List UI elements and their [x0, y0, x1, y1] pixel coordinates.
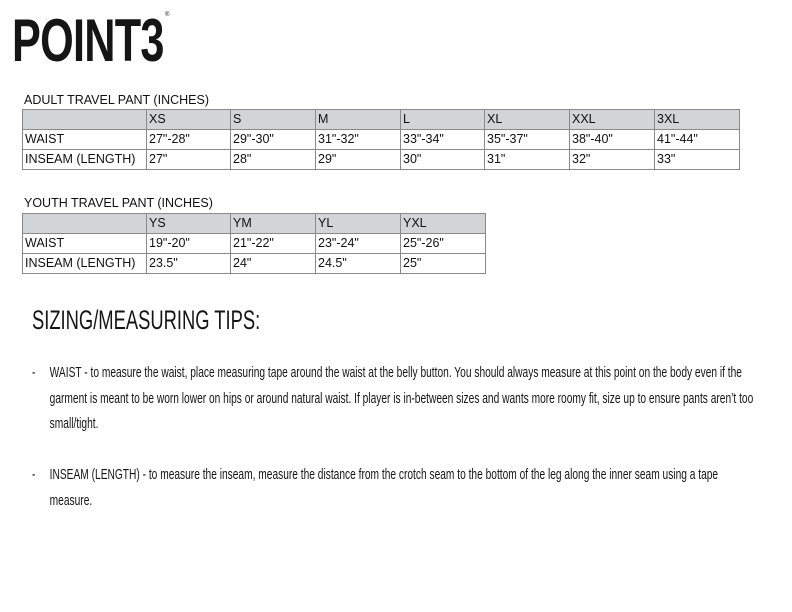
measurement-value-cell: 41"-44"	[655, 130, 740, 150]
size-header-cell: XXL	[570, 110, 655, 130]
size-header-cell: S	[231, 110, 316, 130]
table-header-row	[23, 214, 486, 234]
measurement-value-cell: 29"	[316, 150, 401, 170]
brand-logo	[12, 7, 223, 74]
table-row	[23, 254, 486, 274]
size-header-cell: YS	[147, 214, 231, 234]
header-corner-cell	[23, 214, 147, 234]
measurement-value-cell: 21"-22"	[231, 234, 316, 254]
tip-inseam-text: INSEAM (LENGTH) - to measure the inseam, measure the distance from the crotch seam to the bottom of the leg along the inner seam using a tape measure.	[49, 466, 719, 509]
tip-waist-text: WAIST - to measure the waist, place measuring tape around the waist at the belly button. You should always measure at this point on the body even if the garment is meant to be worn lower on hips or around natural waist. If player is in-between sizes and wants more roomy fit, size up to ensure pants aren’t too small/tight.	[49, 364, 754, 432]
measurement-value-cell: 24"	[231, 254, 316, 274]
measurement-value-cell: 32"	[570, 150, 655, 170]
measurement-value-cell: 27"-28"	[147, 130, 231, 150]
size-header-cell: 3XL	[655, 110, 740, 130]
measurement-label-cell: INSEAM (LENGTH)	[23, 254, 147, 274]
tip-waist	[32, 360, 763, 437]
measurement-value-cell: 33"	[655, 150, 740, 170]
size-header-cell: YXL	[401, 214, 486, 234]
size-header-cell: XS	[147, 110, 231, 130]
measurement-value-cell: 35"-37"	[485, 130, 570, 150]
measurement-value-cell: 19"-20"	[147, 234, 231, 254]
measurement-value-cell: 31"-32"	[316, 130, 401, 150]
logo-wordmark: POINT3	[12, 7, 164, 74]
size-header-cell: L	[401, 110, 485, 130]
registered-mark: ®	[165, 12, 170, 18]
size-header-cell: YL	[316, 214, 401, 234]
table-header-row	[23, 110, 740, 130]
measurement-label-cell: INSEAM (LENGTH)	[23, 150, 147, 170]
youth-size-table	[22, 213, 486, 274]
measurement-value-cell: 30"	[401, 150, 485, 170]
measurement-label-cell: WAIST	[23, 234, 147, 254]
size-header-cell: YM	[231, 214, 316, 234]
table-row	[23, 150, 740, 170]
measurement-value-cell: 23"-24"	[316, 234, 401, 254]
measurement-value-cell: 33"-34"	[401, 130, 485, 150]
header-corner-cell	[23, 110, 147, 130]
tips-heading: SIZING/MEASURING TIPS:	[32, 305, 261, 335]
tip-bullet: -	[32, 364, 36, 381]
measurement-value-cell: 38"-40"	[570, 130, 655, 150]
tip-bullet: -	[32, 466, 36, 483]
measurement-value-cell: 24.5"	[316, 254, 401, 274]
table-row	[23, 234, 486, 254]
measurement-value-cell: 31"	[485, 150, 570, 170]
measurement-label-cell: WAIST	[23, 130, 147, 150]
measurement-value-cell: 25"-26"	[401, 234, 486, 254]
youth-table-title: YOUTH TRAVEL PANT (INCHES)	[24, 196, 213, 210]
measurement-value-cell: 28"	[231, 150, 316, 170]
adult-table-title: ADULT TRAVEL PANT (INCHES)	[24, 93, 209, 107]
measurement-value-cell: 23.5"	[147, 254, 231, 274]
measurement-value-cell: 27"	[147, 150, 231, 170]
tip-inseam	[32, 462, 763, 513]
table-row	[23, 130, 740, 150]
measurement-value-cell: 29"-30"	[231, 130, 316, 150]
size-header-cell: M	[316, 110, 401, 130]
adult-size-table	[22, 109, 740, 170]
measurement-value-cell: 25"	[401, 254, 486, 274]
size-header-cell: XL	[485, 110, 570, 130]
